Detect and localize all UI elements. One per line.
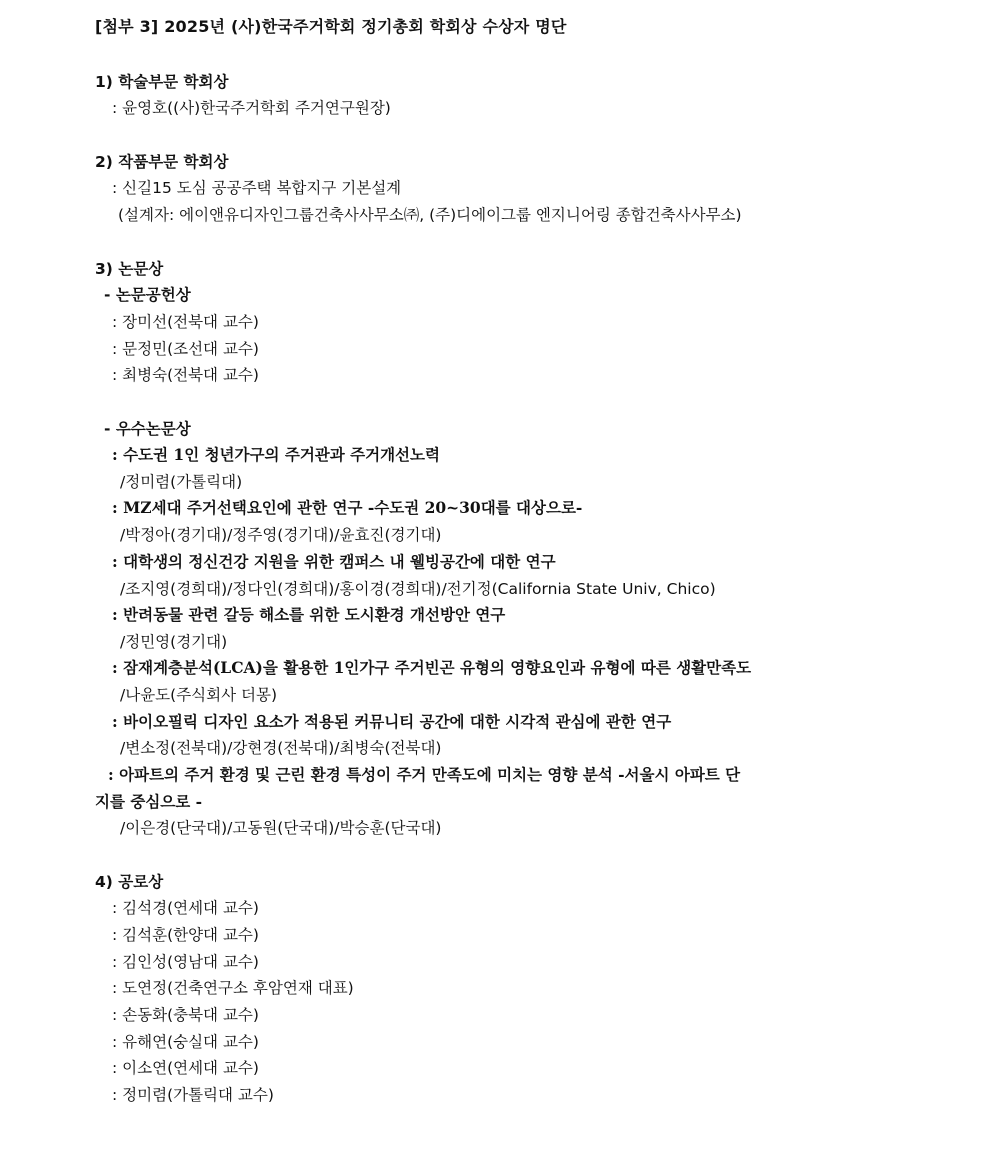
document-title: [첨부 3] 2025년 (사)한국주거학회 정기총회 학회상 수상자 명단 (95, 17, 567, 36)
section-heading-works: 2) 작품부문 학회상 (95, 153, 229, 171)
list-item: : 최병숙(전북대 교수) (112, 366, 259, 384)
subheading-excellent: - 우수논문상 (104, 420, 191, 438)
section-heading-merit: 4) 공로상 (95, 873, 164, 891)
paper-title-continued: 지를 중심으로 - (95, 792, 203, 811)
paper-authors: /조지영(경희대)/정다인(경희대)/홍이경(경희대)/전기정(California State Univ, Chico) (120, 580, 716, 598)
list-item: : 문정민(조선대 교수) (112, 340, 259, 358)
list-item: : 김석훈(한양대 교수) (112, 926, 259, 944)
list-item: : 정미렴(가톨릭대 교수) (112, 1086, 274, 1104)
designer-line: (설계자: 에이앤유디자인그룹건축사사무소㈜, (주)디에이그룹 엔지니어링 종합건축사사무소) (118, 206, 742, 224)
list-item: : 유해연(숭실대 교수) (112, 1033, 259, 1051)
subheading-contribution: - 논문공헌상 (104, 286, 191, 304)
paper-authors: /박정아(경기대)/정주영(경기대)/윤효진(경기대) (120, 526, 442, 544)
paper-authors: /이은경(단국대)/고동원(단국대)/박승훈(단국대) (120, 819, 442, 837)
paper-title: : 대학생의 정신건강 지원을 위한 캠퍼스 내 웰빙공간에 대한 연구 (112, 552, 556, 571)
paper-title: : 잠재계층분석(LCA)을 활용한 1인가구 주거빈곤 유형의 영향요인과 유형에 따른 생활만족도 (112, 658, 752, 677)
paper-title: : 바이오필릭 디자인 요소가 적용된 커뮤니티 공간에 대한 시각적 관심에 관한 연구 (112, 712, 672, 731)
paper-title: : 반려동물 관련 갈등 해소를 위한 도시환경 개선방안 연구 (112, 605, 506, 624)
list-item: : 손동화(충북대 교수) (112, 1006, 259, 1024)
list-item: : 이소연(연세대 교수) (112, 1059, 259, 1077)
paper-authors: /정미렴(가톨릭대) (120, 473, 243, 491)
list-item: : 도연정(건축연구소 후암연재 대표) (112, 979, 354, 997)
list-item: : 신길15 도심 공공주택 복합지구 기본설계 (112, 179, 402, 197)
list-item: : 장미선(전북대 교수) (112, 313, 259, 331)
section-heading-papers: 3) 논문상 (95, 260, 164, 278)
paper-title: : 아파트의 주거 환경 및 근린 환경 특성이 주거 만족도에 미치는 영향 분석 -서울시 아파트 단 (108, 765, 741, 784)
paper-authors: /변소정(전북대)/강현경(전북대)/최병숙(전북대) (120, 739, 442, 757)
list-item: : 김인성(영남대 교수) (112, 953, 259, 971)
section-heading-academic: 1) 학술부문 학회상 (95, 73, 229, 91)
list-item: : 김석경(연세대 교수) (112, 899, 259, 917)
paper-title: : MZ세대 주거선택요인에 관한 연구 -수도권 20~30대를 대상으로- (112, 498, 583, 517)
paper-authors: /나윤도(주식회사 더몽) (120, 686, 278, 704)
list-item: : 윤영호((사)한국주거학회 주거연구원장) (112, 99, 391, 117)
paper-authors: /정민영(경기대) (120, 633, 228, 651)
paper-title: : 수도권 1인 청년가구의 주거관과 주거개선노력 (112, 445, 440, 464)
